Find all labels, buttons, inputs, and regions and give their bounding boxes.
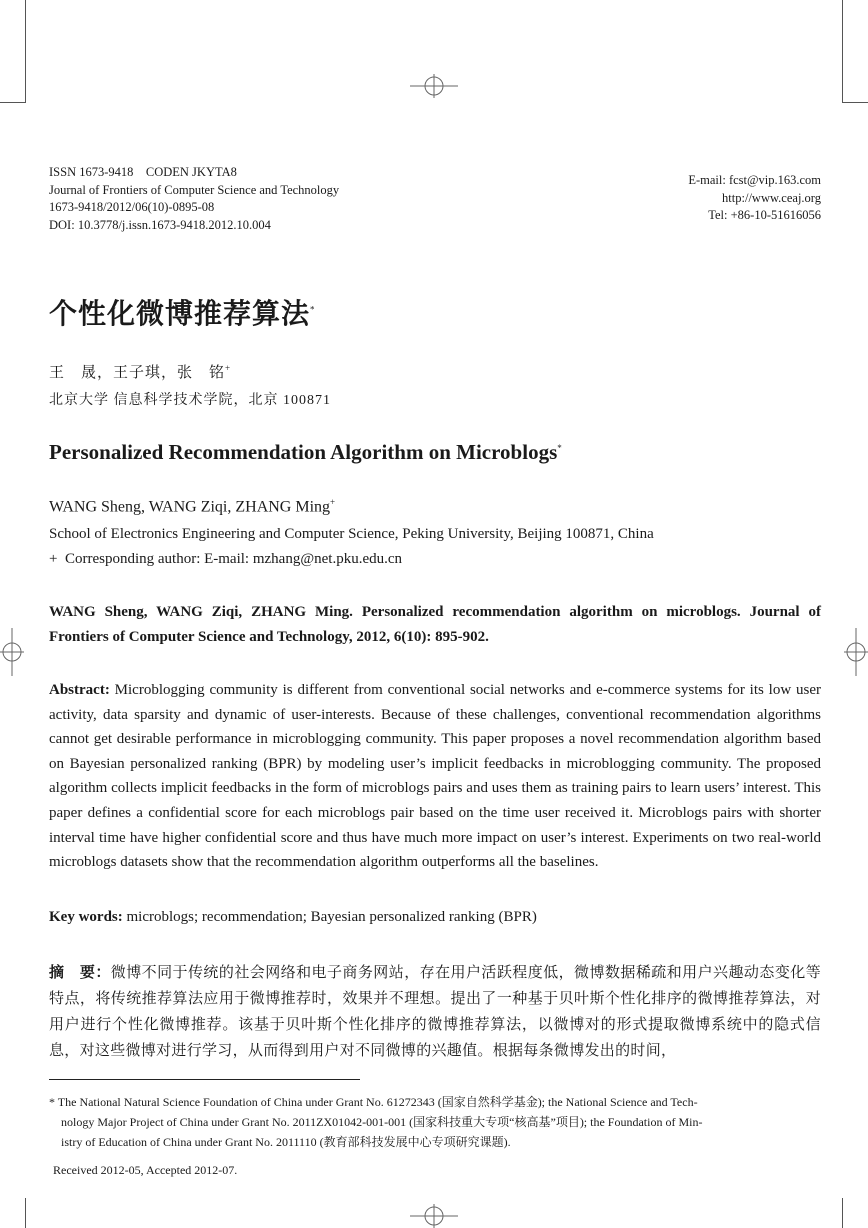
title-en-footnote-mark: *	[557, 443, 562, 453]
abstract-zh-label: 摘 要：	[49, 965, 111, 981]
authors-en	[49, 497, 335, 516]
title-en-text: Personalized Recommendation Algorithm on Microblogs	[49, 440, 558, 464]
registration-mark-right-icon	[844, 628, 868, 676]
crop-mark-bottom-right-v	[842, 1198, 843, 1228]
volume-line: 1673-9418/2012/06(10)-0895-08	[49, 200, 215, 214]
journal-tel: Tel: +86-10-51616056	[708, 208, 821, 222]
footnote-divider	[49, 1079, 360, 1080]
crop-mark-top-right-h	[842, 102, 868, 103]
received-date: Received 2012-05, Accepted 2012-07.	[53, 1163, 238, 1177]
journal-name: Journal of Frontiers of Computer Science and Technology	[49, 182, 340, 197]
issn-line: ISSN 1673-9418 CODEN JKYTA8	[49, 165, 237, 179]
abstract-text: Microblogging community is different from conventional social networks and e-commerce systems for its low user activity, data sparsity and dynamic of user-interests. Because of these challenges, conventional recommendation algorithms cannot get desirable performance in microblogging community. This paper proposes a novel recommendation algorithm based on Bayesian personalized ranking (BPR) by modeling user’s implicit feedbacks in microblogging community. The proposed algorithm collects implicit feedbacks in the form of microblogs pairs and uses them as training pairs to learn users’ interest. This paper defines a confidential score for each microblogs pair based on the time user received it. Microblogs pairs with shorter interval time have higher confidential score and thus have much more impact on user’s interest. Experiments on two real-world microblogs datasets show that the recommendation algorithm outperforms all the baselines.	[49, 682, 821, 871]
crop-mark-bottom-left-v	[25, 1198, 26, 1228]
affiliation-en: School of Electronics Engineering and Computer Science, Peking University, Beijing 100871, China	[49, 526, 654, 542]
registration-mark-top-icon	[410, 74, 458, 98]
crop-mark-top-left-h	[0, 102, 26, 103]
registration-mark-left-icon	[0, 628, 24, 676]
crop-mark-top-left-v	[25, 0, 26, 103]
abstract-en	[49, 678, 821, 875]
keywords-text: microblogs; recommendation; Bayesian personalized ranking (BPR)	[122, 909, 537, 925]
footnote-line-1: * The National Natural Science Foundation of China under Grant No. 61272343 (国家自然科学基金); the National Science and Tech-	[49, 1095, 698, 1109]
authors-en-corresponding-mark: +	[330, 497, 336, 507]
title-zh-footnote-mark: *	[310, 304, 316, 315]
affiliation-zh: 北京大学 信息科学技术学院，北京 100871	[49, 393, 331, 408]
abstract-zh	[49, 960, 821, 1064]
abstract-zh-text: 微博不同于传统的社会网络和电子商务网站，存在用户活跃程度低，微博数据稀疏和用户兴趣动态变化等特点，将传统推荐算法应用于微博推荐时，效果并不理想。提出了一种基于贝叶斯个性化排序的微博推荐算法，对用户进行个性化微博推荐。该基于贝叶斯个性化排序的微博推荐算法，以微博对的形式提取微博系统中的隐式信息，对这些微博对进行学习，从而得到用户对不同微博的兴趣值。根据每条微博发出的时间，	[49, 965, 821, 1059]
footnote-line-3: istry of Education of China under Grant No. 2011110 (教育部科技发展中心专项研究课题).	[61, 1135, 511, 1149]
doi-line: DOI: 10.3778/j.issn.1673-9418.2012.10.004	[49, 217, 271, 232]
title-zh	[49, 292, 316, 332]
citation: WANG Sheng, WANG Ziqi, ZHANG Ming. Personalized recommendation algorithm on microblogs. Journal of Frontiers of Computer Science and Technology, 2012, 6(10): 895-902.	[49, 604, 821, 645]
journal-header-left	[49, 164, 339, 234]
corresponding-author: + Corresponding author: E-mail: mzhang@net.pku.edu.cn	[49, 551, 403, 567]
crop-mark-top-right-v	[842, 0, 843, 103]
authors-en-text: WANG Sheng, WANG Ziqi, ZHANG Ming	[49, 498, 331, 516]
keywords-en	[49, 909, 821, 926]
title-en	[49, 440, 562, 465]
journal-header-right	[688, 172, 821, 225]
funding-footnote	[49, 1092, 821, 1152]
journal-email: E-mail: fcst@vip.163.com	[688, 173, 821, 187]
keywords-label: Key words:	[49, 909, 123, 925]
authors-zh-corresponding-mark: +	[225, 363, 232, 373]
title-zh-text: 个性化微博推荐算法	[49, 299, 311, 330]
registration-mark-bottom-icon	[410, 1204, 458, 1228]
footnote-line-2: nology Major Project of China under Grant No. 2011ZX01042-001-001 (国家科技重大专项“核高基”项目); the Foundation of Min-	[61, 1115, 703, 1129]
authors-zh-text: 王 晟，王子琪，张 铭	[49, 365, 226, 381]
abstract-label: Abstract:	[49, 682, 110, 698]
journal-url: http://www.ceaj.org	[722, 190, 821, 205]
authors-zh	[49, 361, 231, 382]
